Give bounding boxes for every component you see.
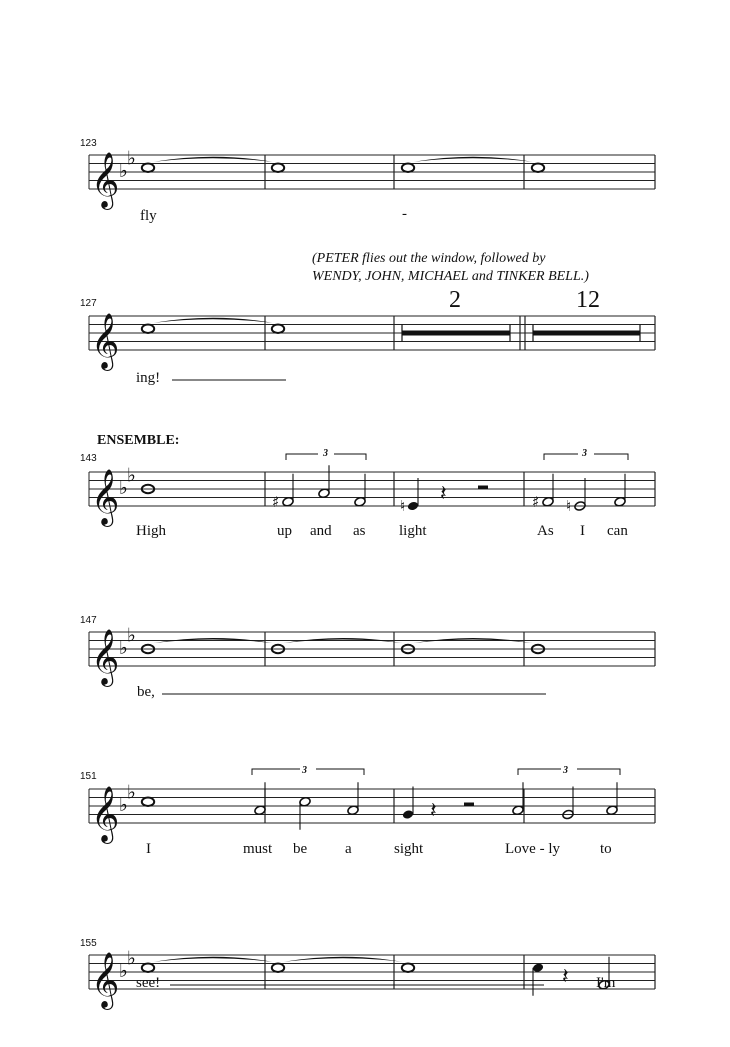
tie <box>154 157 272 162</box>
lyric: be <box>293 841 308 857</box>
tie <box>154 318 272 323</box>
multirest-count: 12 <box>576 287 600 313</box>
measure-number: 127 <box>80 298 97 309</box>
half-note <box>542 496 554 507</box>
flat-icon: ♭ <box>119 477 128 499</box>
tuplet-bracket <box>518 769 620 775</box>
lyric: light <box>399 523 427 539</box>
lyric: I <box>146 841 151 857</box>
half-rest-icon <box>478 486 488 490</box>
flat-icon: ♭ <box>119 960 128 982</box>
measure-number: 151 <box>80 771 97 782</box>
whole-note <box>402 164 414 172</box>
staff-system-143 <box>89 454 655 527</box>
lyric: as <box>353 523 366 539</box>
half-note <box>318 488 330 499</box>
tie <box>154 957 272 962</box>
measure-number: 143 <box>80 453 97 464</box>
lyric: can <box>607 523 628 539</box>
lyric: fly <box>140 208 157 224</box>
treble-clef-icon: 𝄞 <box>91 952 120 1008</box>
ensemble-label: ENSEMBLE: <box>97 433 180 448</box>
staff-system-155 <box>89 947 655 1010</box>
lyric: As <box>537 523 554 539</box>
tuplet-number: 3 <box>582 448 587 459</box>
lyric: sight <box>394 841 424 857</box>
flat-icon: ♭ <box>127 781 136 804</box>
lyric: be, <box>137 684 155 700</box>
tuplet-bracket <box>252 769 364 775</box>
lyric: I'm <box>596 975 616 991</box>
flat-icon: ♭ <box>127 624 136 647</box>
lyric: and <box>310 523 332 539</box>
quarter-rest-icon: 𝄽 <box>440 481 447 507</box>
lyric: - <box>402 206 407 222</box>
lyric: see! <box>136 975 161 991</box>
whole-note <box>272 164 284 172</box>
quarter-note <box>532 962 544 973</box>
half-note <box>254 805 266 816</box>
lyric: up <box>277 523 292 539</box>
whole-note <box>272 964 284 972</box>
whole-note <box>402 964 414 972</box>
flat-icon: ♭ <box>119 794 128 816</box>
sharp-icon: ♯ <box>532 492 540 511</box>
staff-system-147 <box>89 624 655 687</box>
flat-icon: ♭ <box>127 947 136 970</box>
flat-icon: ♭ <box>127 147 136 170</box>
treble-clef-icon: 𝄞 <box>91 152 120 208</box>
whole-note <box>142 798 154 806</box>
half-note <box>614 496 626 507</box>
tuplet-number: 3 <box>563 765 568 776</box>
lyric: a <box>345 841 352 857</box>
whole-note <box>142 325 154 333</box>
tuplet-number: 3 <box>302 765 307 776</box>
quarter-rest-icon: 𝄽 <box>430 798 437 824</box>
lyric: to <box>600 841 612 857</box>
quarter-rest-icon: 𝄽 <box>562 964 569 990</box>
half-note <box>606 805 618 816</box>
half-rest-icon <box>464 803 474 807</box>
whole-note <box>142 164 154 172</box>
treble-clef-icon: 𝄞 <box>91 629 120 685</box>
half-note <box>282 496 294 507</box>
half-note <box>347 805 359 816</box>
whole-note <box>142 964 154 972</box>
half-note <box>512 805 524 816</box>
quarter-note <box>407 501 419 512</box>
multirest-bar <box>533 331 640 336</box>
sharp-icon: ♯ <box>272 492 280 511</box>
treble-clef-icon: 𝄞 <box>91 786 120 842</box>
treble-clef-icon: 𝄞 <box>91 469 120 525</box>
multirest-count: 2 <box>449 287 461 313</box>
lyric: Love - ly <box>505 841 560 857</box>
half-note <box>299 796 311 807</box>
tie <box>284 957 402 962</box>
whole-note <box>532 164 544 172</box>
stage-direction-line-2: WENDY, JOHN, MICHAEL and TINKER BELL.) <box>312 269 589 284</box>
flat-icon: ♭ <box>119 160 128 182</box>
lyric: I <box>580 523 585 539</box>
lyric: High <box>136 523 166 539</box>
tuplet-number: 3 <box>323 448 328 459</box>
staff-system-151 <box>89 769 655 844</box>
flat-icon: ♭ <box>127 464 136 487</box>
flat-icon: ♭ <box>119 637 128 659</box>
treble-clef-icon: 𝄞 <box>91 313 120 369</box>
lyric: ing! <box>136 370 161 386</box>
natural-icon: ♮ <box>400 497 406 515</box>
quarter-note <box>402 809 414 820</box>
staff-system-127 <box>89 313 655 371</box>
lyric: must <box>243 841 273 857</box>
measure-number: 123 <box>80 138 97 149</box>
measure-number: 147 <box>80 615 97 626</box>
tie <box>414 157 532 162</box>
measure-number: 155 <box>80 938 97 949</box>
half-note <box>354 496 366 507</box>
staff-system-123 <box>89 147 655 210</box>
stage-direction-line-1: (PETER flies out the window, followed by <box>312 251 546 266</box>
natural-icon: ♮ <box>566 497 572 515</box>
multirest-bar <box>402 331 510 336</box>
whole-note <box>272 325 284 333</box>
